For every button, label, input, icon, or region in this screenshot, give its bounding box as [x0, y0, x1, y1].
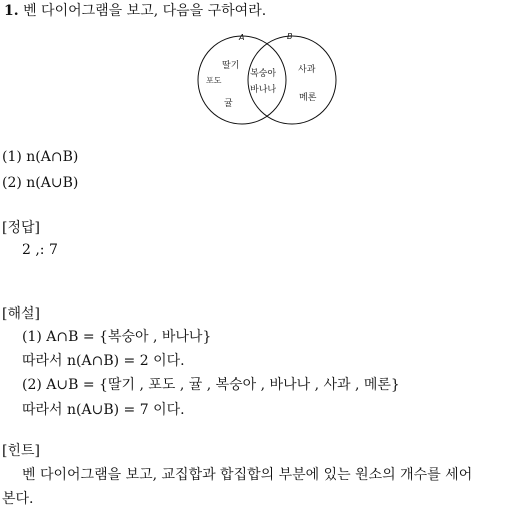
explanation-line: 따라서 n(A∪B) = 7 이다.: [22, 402, 185, 418]
element-grape: 포도: [206, 76, 222, 85]
answer-header: [정답]: [2, 220, 40, 236]
element-peach: 복숭아: [250, 69, 277, 79]
problem-statement: [4, 0, 266, 20]
venn-diagram: [196, 30, 340, 130]
element-banana: 바나나: [250, 85, 277, 95]
set-a-label: A: [239, 33, 245, 42]
answer-text: 2 ,: 7: [22, 242, 58, 258]
element-strawberry: 딸기: [222, 61, 240, 71]
problem-text: 벤 다이어그램을 보고, 다음을 구하여라.: [23, 3, 267, 19]
explanation-header: [해설]: [2, 306, 40, 322]
explanation-line: (2) A∪B = {딸기 , 포도 , 귤 , 복숭아 , 바나나 , 사과 , 메론}: [22, 377, 400, 393]
element-melon: 메론: [299, 93, 317, 103]
set-b-label: B: [287, 32, 293, 41]
set-b-circle: [248, 36, 336, 124]
element-tangerine: 귤: [224, 99, 233, 109]
explanation-line: 따라서 n(A∩B) = 2 이다.: [22, 353, 185, 369]
hint-header: [힌트]: [2, 443, 40, 459]
question-1: (1) n(A∩B): [2, 149, 79, 165]
hint-text-line-2: 본다.: [2, 491, 34, 507]
problem-number: 1.: [4, 3, 19, 19]
hint-text-line-1: 벤 다이어그램을 보고, 교집합과 합집합의 부분에 있는 원소의 개수를 세어: [22, 467, 473, 483]
element-apple: 사과: [298, 65, 316, 75]
explanation-line: (1) A∩B = {복숭아 , 바나나}: [22, 329, 212, 345]
question-2: (2) n(A∪B): [2, 175, 79, 191]
